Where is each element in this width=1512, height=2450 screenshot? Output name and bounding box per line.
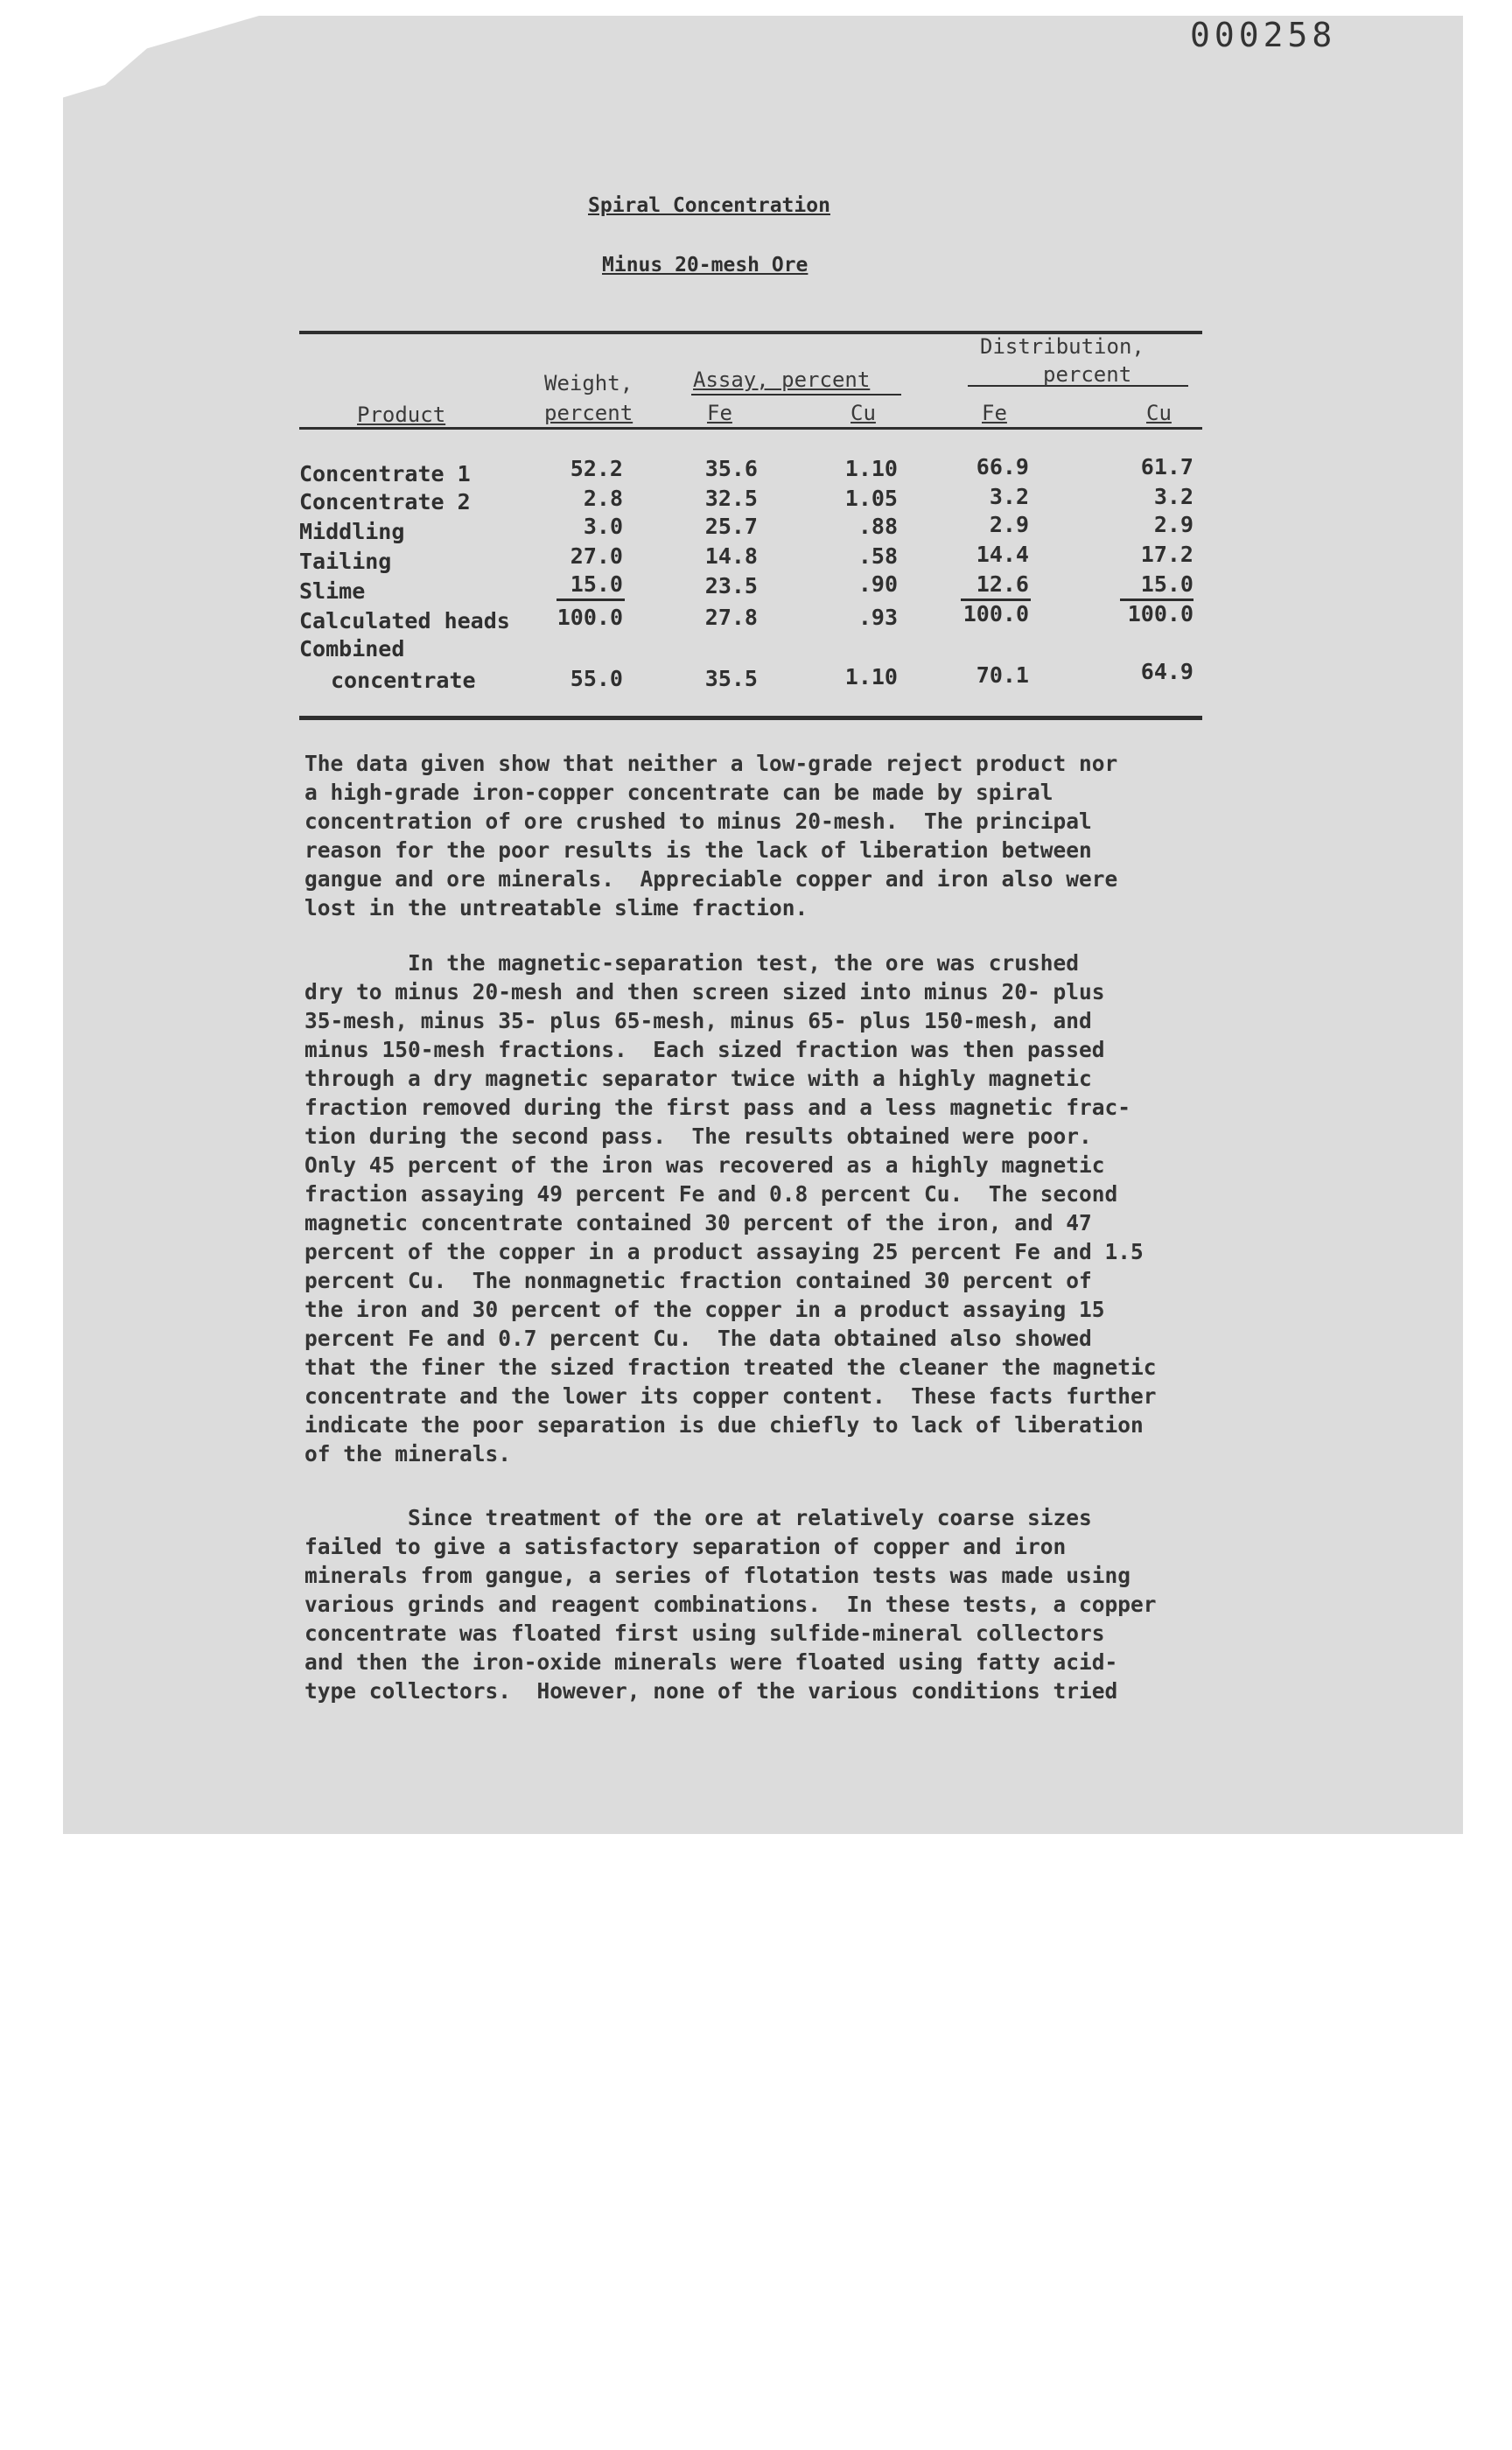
table-cell-dist-cu: 3.2 (1153, 484, 1194, 509)
table-cell-assay-cu: .93 (858, 605, 898, 630)
document-subtitle: Minus 20-mesh Ore (602, 254, 808, 276)
table-cell-dist-fe: 2.9 (989, 512, 1029, 537)
table-cell-assay-cu: .90 (858, 571, 898, 597)
assay-group-rule (691, 394, 901, 396)
paragraph: In the magnetic-separation test, the ore was crushed dry to minus 20-mesh and then screen sized into minus 20- plus 35-mesh, minus 35- plus 65-mesh, minus 65- plus 150-mesh, and minus 150-mesh fractions. Each sized fraction was then passed through a dry magnetic separator twice with a highly magnetic fraction removed during the first pass and a less magnetic frac- tion during the second pass. The results obtained were poor. Only 45 percent of the iron was recovered as a highly magnetic fraction assaying 49 percent Fe and 0.8 percent Cu. The second magnetic concentrate contained 30 percent of the iron, and 47 percent of the copper in a product assaying 25 percent Fe and 1.5 percent Cu. The nonmagnetic fraction contained 30 percent of the iron and 30 percent of the copper in a product assaying 15 percent Fe and 0.7 percent Cu. The data obtained also showed that the finer the sized fraction treated the cleaner the magnetic concentrate and the lower its copper content. These facts further indicate the poor separation is due chiefly to lack of liberation of the minerals. (304, 950, 1157, 1466)
table-cell-weight: 15.0 (570, 571, 623, 597)
table-cell-dist-fe: 66.9 (976, 454, 1029, 480)
paragraph: Since treatment of the ore at relatively coarse sizes failed to give a satisfactory separation of copper and iron minerals from gangue, a series of flotation tests was made using various grinds and reagent combinations. In these tests, a copper concentrate was floated first using sulfide-mineral collectors and then the iron-oxide minerals were floated using fatty acid- type collectors. However, none of the various conditions tried (304, 1505, 1157, 1704)
header-assay-cu: Cu (850, 401, 876, 425)
table-cell-assay-fe: 25.7 (704, 514, 758, 539)
header-dist-cu: Cu (1146, 401, 1172, 425)
table-cell-weight: 27.0 (570, 543, 623, 569)
table-row-product: Concentrate 1 (299, 461, 471, 486)
table-cell-assay-cu: 1.10 (844, 664, 898, 690)
table-cell-assay-cu: .58 (858, 543, 898, 569)
table-cell-assay-fe: 32.5 (704, 486, 758, 511)
subtotal-rule-weight (556, 598, 625, 601)
table-cell-dist-fe: 14.4 (976, 542, 1029, 567)
table-cell-dist-cu: 15.0 (1140, 571, 1194, 597)
page-number: 000258 (1190, 16, 1337, 54)
table-bottom-rule (299, 716, 1202, 720)
header-dist-fe: Fe (982, 401, 1007, 425)
table-row-product: Concentrate 2 (299, 489, 471, 514)
table-cell-dist-cu: 100.0 (1127, 601, 1194, 626)
table-cell-weight: 2.8 (583, 486, 623, 511)
table-cell-weight: 3.0 (583, 514, 623, 539)
header-distribution-line2: percent (1043, 362, 1132, 387)
table-cell-assay-fe: 23.5 (704, 573, 758, 598)
table-cell-assay-fe: 27.8 (704, 605, 758, 630)
table-cell-dist-cu: 64.9 (1140, 659, 1194, 684)
table-row-product: Calculated heads (299, 608, 510, 634)
table-cell-dist-fe: 100.0 (962, 601, 1029, 626)
table-cell-dist-fe: 70.1 (976, 662, 1029, 688)
table-cell-weight: 52.2 (570, 456, 623, 481)
header-distribution-line1: Distribution, (980, 334, 1144, 359)
table-cell-weight: 100.0 (556, 605, 623, 630)
table-cell-assay-cu: .88 (858, 514, 898, 539)
paragraph: The data given show that neither a low-grade reject product nor a high-grade iron-copper concentrate can be made by spiral concentration of ore crushed to minus 20-mesh. The principal reason for the poor results is the lack of liberation between gangue and ore minerals. Appreciable copper and iron also were lost in the untreatable slime fraction. (304, 751, 1118, 920)
header-weight-line2: percent (544, 401, 634, 425)
table-cell-dist-fe: 3.2 (989, 484, 1029, 509)
table-row-product-line2: concentrate (331, 668, 476, 693)
table-cell-weight: 55.0 (570, 666, 623, 691)
table-cell-assay-fe: 35.5 (704, 666, 758, 691)
header-weight-line1: Weight, (544, 371, 634, 396)
table-cell-assay-cu: 1.10 (844, 456, 898, 481)
table-cell-assay-cu: 1.05 (844, 486, 898, 511)
table-row-product: Middling (299, 519, 405, 544)
header-assay-fe: Fe (707, 401, 732, 425)
table-cell-assay-fe: 14.8 (704, 543, 758, 569)
table-row-product: Combined (299, 636, 405, 662)
document-title: Spiral Concentration (588, 194, 830, 217)
table-cell-assay-fe: 35.6 (704, 456, 758, 481)
table-cell-dist-cu: 61.7 (1140, 454, 1194, 480)
table-cell-dist-cu: 17.2 (1140, 542, 1194, 567)
header-product: Product (357, 402, 446, 427)
header-assay-group: Assay, percent (693, 368, 871, 392)
table-row-product: Tailing (299, 549, 392, 574)
table-cell-dist-fe: 12.6 (976, 571, 1029, 597)
table-cell-dist-cu: 2.9 (1153, 512, 1194, 537)
table-row-product: Slime (299, 578, 366, 604)
